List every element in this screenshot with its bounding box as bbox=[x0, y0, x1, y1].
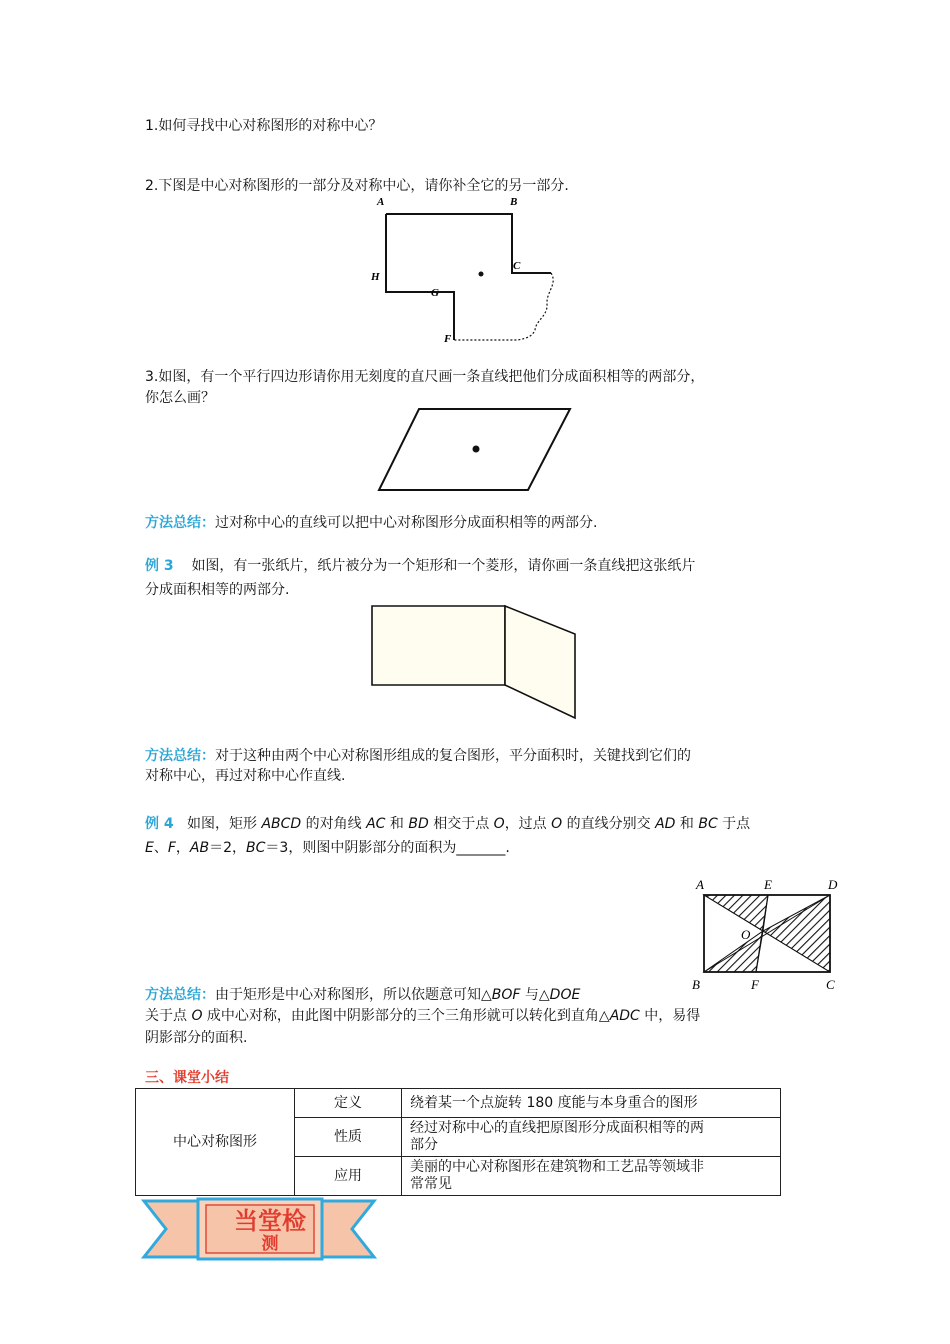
ex4-label-d: D bbox=[828, 877, 838, 892]
summary-3-label: 方法总结： bbox=[145, 987, 215, 1003]
summary-1-label: 方法总结： bbox=[145, 515, 215, 531]
q2-center-point bbox=[479, 272, 484, 277]
q3-parallelogram-figure bbox=[375, 405, 575, 493]
table-value-cell: 经过对称中心的直线把原图形分成面积相等的两 部分 bbox=[402, 1118, 781, 1157]
question-3-line1: 3.如图，有一个平行四边形请你用无刻度的直尺画一条直线把他们分成面积相等的两部分， bbox=[145, 369, 705, 385]
method-summary-3-line3: 阴影部分的面积. bbox=[145, 1030, 248, 1046]
ex4-label-e: E bbox=[764, 877, 772, 892]
method-summary-2-line1 bbox=[145, 746, 691, 766]
q2-label-g: G bbox=[431, 287, 439, 299]
example-3-line2: 分成面积相等的两部分. bbox=[145, 582, 290, 598]
summary-table bbox=[135, 1088, 781, 1196]
example-3-line1 bbox=[145, 556, 695, 576]
banner-line-1: 当堂检 bbox=[234, 1208, 306, 1235]
ex4-label-b: B bbox=[692, 977, 700, 992]
example-3-figure bbox=[368, 602, 580, 722]
q3-center-point bbox=[473, 446, 480, 453]
summary-1-text: 过对称中心的直线可以把中心对称图形分成面积相等的两部分. bbox=[215, 515, 598, 531]
ex4-label-f: F bbox=[751, 977, 759, 992]
example-4-label: 例 4 bbox=[145, 816, 174, 832]
ex4-label-a: A bbox=[696, 877, 704, 892]
example-3-text-1: 如图，有一张纸片，纸片被分为一个矩形和一个菱形，请你画一条直线把这张纸片 bbox=[191, 558, 696, 574]
q2-label-c: C bbox=[513, 260, 521, 272]
q2-label-h: H bbox=[371, 271, 380, 283]
method-summary-3-line2: 关于点 O 成中心对称，由此图中阴影部分的三个三角形就可以转化到直角△ADC 中，易得 bbox=[145, 1008, 701, 1024]
ex4-label-c: C bbox=[826, 977, 835, 992]
table-value-cell: 美丽的中心对称图形在建筑物和工艺品等领域非 常常见 bbox=[402, 1157, 781, 1196]
summary-2-text-1: 对于这种由两个中心对称图形组成的复合图形，平分面积时，关键找到它们的 bbox=[215, 748, 691, 764]
section-3-title: 三、课堂小结 bbox=[145, 1070, 229, 1086]
ex4-label-o: O bbox=[741, 927, 751, 942]
table-key-cell: 应用 bbox=[295, 1157, 402, 1196]
q2-label-a: A bbox=[377, 196, 385, 208]
summary-2-label: 方法总结： bbox=[145, 748, 215, 764]
banner-title bbox=[206, 1208, 334, 1252]
example-3-label: 例 3 bbox=[145, 558, 174, 574]
table-row bbox=[136, 1089, 781, 1118]
table-key-cell: 性质 bbox=[295, 1118, 402, 1157]
example-4-rectangle-figure bbox=[688, 873, 843, 995]
method-summary-3-line1: 方法总结：由于矩形是中心对称图形，所以依题意可知△BOF 与△DOE bbox=[145, 987, 581, 1003]
q2-figure bbox=[360, 192, 570, 347]
example-4-line2: E、F，AB＝2，BC＝3，则图中阴影部分的面积为_______. bbox=[145, 840, 510, 856]
table-topic-cell: 中心对称图形 bbox=[136, 1089, 295, 1196]
banner-line-2: 测 bbox=[261, 1234, 279, 1253]
table-value-cell: 绕着某一个点旋转 180 度能与本身重合的图形 bbox=[402, 1089, 781, 1118]
example-4-line1: 例 4 如图，矩形 ABCD 的对角线 AC 和 BD 相交于点 O，过点 O 的直线分别交 AD 和 BC 于点 bbox=[145, 816, 751, 832]
q2-label-b: B bbox=[510, 196, 518, 208]
q2-label-f: F bbox=[444, 333, 452, 345]
method-summary-2-line2: 对称中心，再过对称中心作直线. bbox=[145, 768, 346, 784]
question-2: 2.下图是中心对称图形的一部分及对称中心，请你补全它的另一部分. bbox=[145, 178, 569, 194]
question-3-line2: 你怎么画？ bbox=[145, 390, 215, 406]
table-key-cell: 定义 bbox=[295, 1089, 402, 1118]
question-1: 1.如何寻找中心对称图形的对称中心？ bbox=[145, 118, 383, 134]
method-summary-1 bbox=[145, 513, 597, 533]
